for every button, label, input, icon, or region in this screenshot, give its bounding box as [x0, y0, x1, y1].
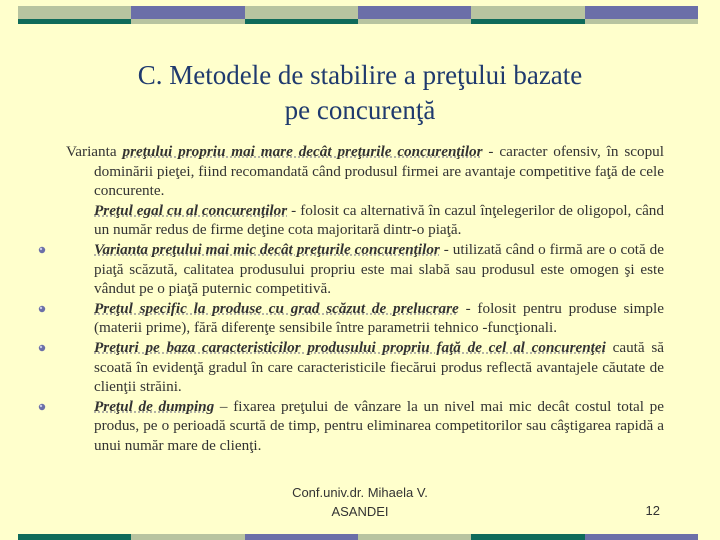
list-item	[66, 397, 664, 456]
item-text: - folosit pentru produse simple (materii prime), fără diferenţe sensibile între parametrii tehnico -funcţionali.	[94, 299, 664, 337]
top-decorative-stripe	[18, 6, 698, 24]
item-term: Preţul egal cu al concurenţilor	[94, 201, 288, 219]
bullet-icon	[38, 246, 46, 254]
list-item	[66, 201, 664, 240]
footer-author	[270, 483, 450, 521]
footer-author-line2: ASANDEI	[331, 504, 389, 519]
intro-prefix: Varianta	[66, 143, 123, 160]
item-text: – fixarea preţului de vânzare la un nivel mai mic decât costul total pe produs, pe o perioadă scurtă de timp, pentru eliminarea competitorilor sau câştigarea rapidă a unui număr mare de clienţi.	[94, 397, 665, 454]
slide-body	[66, 142, 664, 456]
item-term: Varianta preţului mai mic decât preţurile concurenţilor	[94, 240, 440, 258]
list-item	[66, 338, 664, 397]
list-item	[66, 299, 664, 338]
intro-paragraph	[66, 142, 664, 201]
page-number: 12	[645, 503, 660, 518]
slide-title-line1: C. Metodele de stabilire a preţului bazate	[137, 60, 583, 90]
footer-author-line1: Conf.univ.dr. Mihaela V.	[292, 485, 428, 500]
intro-text: - caracter ofensiv, în scopul dominării pieţei, fiind recomandată când produsul firmei are avantaje competitive faţă de cele concurente.	[94, 143, 664, 200]
intro-term: preţului propriu mai mare decât preţurile concurenţilor	[122, 143, 483, 160]
bullet-icon	[38, 305, 46, 313]
bullet-icon	[38, 344, 46, 352]
slide-title	[40, 58, 680, 128]
item-term: Preţul specific la produse cu grad scăzut de prelucrare	[94, 299, 459, 317]
item-term: Preţul de dumping	[94, 397, 215, 415]
item-text: - folosit ca alternativă în cazul înţelegerilor de oligopol, când un număr redus de firme deţine cota majoritară dintr-o piaţă.	[94, 201, 664, 239]
item-text: caută să scoată în evidenţă gradul în care caracteristicile fiecărui produs reflectă avantajele căutate de clienţii străini.	[94, 338, 665, 396]
list-item	[66, 240, 664, 299]
bullet-icon	[38, 403, 46, 411]
item-term: Preţuri pe baza caracteristicilor produsului propriu faţă de cel al concurenţei	[94, 338, 606, 356]
slide-title-line2: pe concurenţă	[284, 95, 436, 125]
item-text: - utilizată când o firmă are o cotă de piaţă scăzută, calitatea produsului propriu este mai slabă sau produsul este omogen şi este vândut pe o piaţă puternic competitivă.	[94, 240, 665, 298]
bottom-decorative-stripe	[18, 534, 698, 540]
